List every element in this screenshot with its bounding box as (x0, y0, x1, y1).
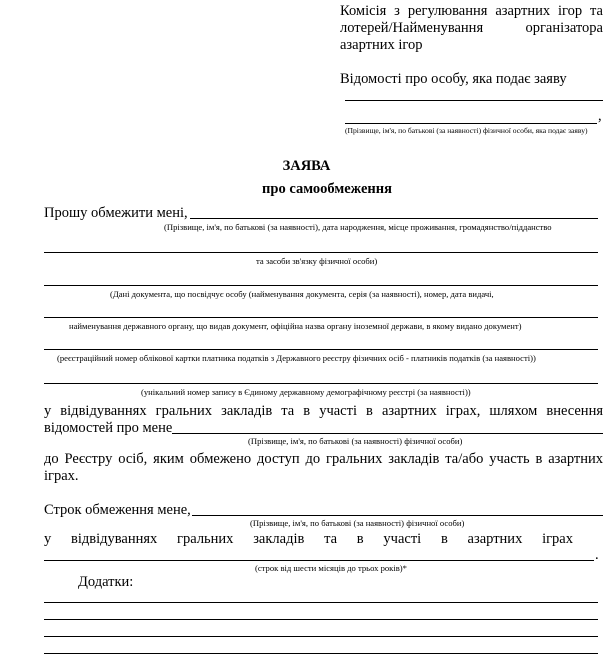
document-line-2 (44, 317, 598, 318)
document-line-1 (44, 285, 598, 286)
attachments-line-1 (44, 602, 598, 603)
registry-text-1: до Реєстру осіб, яким обмежено доступ до гральних закладів та/або участь в азартних (44, 451, 603, 467)
term-label: Строк обмеження мене, (44, 502, 191, 518)
attachments-line-4 (44, 653, 598, 654)
caption-document-1: (Дані документа, що посвідчує особу (найменування документа, серія (за наявності), номер, дата видачі, (110, 289, 494, 299)
caption-name-2: (Прізвище, ім'я, по батькові (за наявності) фізичної особи) (250, 518, 465, 528)
attachments-label: Додатки: (78, 574, 134, 590)
restrict-name-line (172, 433, 603, 434)
restrict-text-2: відомостей про мене (44, 420, 173, 436)
applicant-line-2 (345, 123, 597, 124)
unzr-line (44, 383, 598, 384)
addressee-line-1: Комісія з регулювання азартних ігор та (340, 3, 603, 19)
caption-tax-number: (реєстраційний номер облікової картки платника податків з Державного реєстру фізичних осіб - платників податків (за наявності)) (57, 353, 536, 363)
addressee-line-2: лотерей/Найменування організатора (340, 20, 603, 36)
contacts-line (44, 252, 598, 253)
tax-number-line (44, 349, 598, 350)
term-text: у відвідуваннях гральних закладів та в участі в азартних іграх (44, 531, 573, 547)
request-label: Прошу обмежити мені, (44, 205, 188, 221)
attachments-line-2 (44, 619, 598, 620)
registry-text-2: іграх. (44, 468, 79, 484)
term-period-dot: . (595, 547, 599, 563)
applicant-label: Відомості про особу, яка подає заяву (340, 71, 567, 87)
applicant-caption: (Прізвище, ім'я, по батькові (за наявності) фізичної особи, яка подає заяву) (345, 126, 588, 135)
attachments-line-3 (44, 636, 598, 637)
caption-contacts: та засоби зв'язку фізичної особи) (256, 256, 378, 266)
page-title: ЗАЯВА (282, 158, 331, 174)
applicant-comma: , (598, 108, 602, 124)
applicant-line-1 (345, 100, 603, 101)
term-name-line (192, 515, 603, 516)
page-subtitle: про самообмеження (262, 181, 392, 197)
addressee-line-3: азартних ігор (340, 37, 423, 53)
caption-document-2: найменування державного органу, що видав документ, офіційна назва органу іноземної держави, в якому видано документ) (69, 321, 522, 331)
caption-term: (строк від шести місяців до трьох років)* (255, 563, 407, 573)
caption-name-1: (Прізвище, ім'я, по батькові (за наявності) фізичної особи) (248, 436, 463, 446)
restrict-text-1: у відвідуваннях гральних закладів та в участі в азартних іграх, шляхом внесення (44, 403, 603, 419)
caption-unzr: (унікальний номер запису в Єдиному державному демографічному реєстрі (за наявності)) (141, 387, 471, 397)
caption-name-dob: (Прізвище, ім'я, по батькові (за наявності), дата народження, місце проживання, громадянство/підданство (164, 222, 552, 232)
term-period-line (44, 560, 594, 561)
request-name-line (190, 218, 598, 219)
